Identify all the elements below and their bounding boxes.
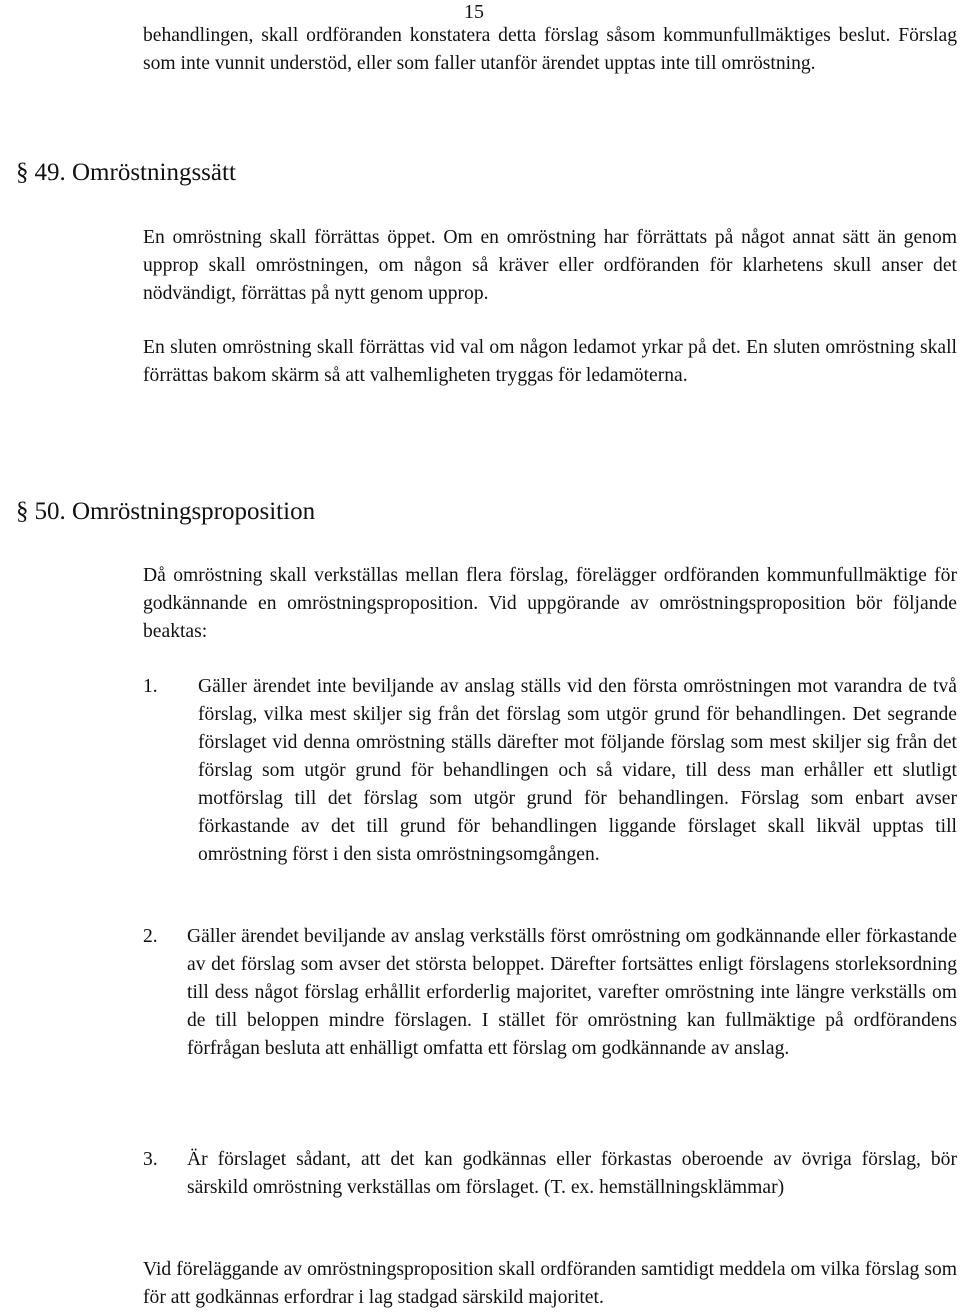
section-50-intro: Då omröstning skall verkställas mellan flera förslag, förelägger ordföranden kommunfullmäktige för godkännande en omröstningsproposition. Vid uppgörande av omröstningsproposition bör följande beaktas: [143,565,957,642]
section-50-heading [16,497,315,527]
section-50-title: 50. Omröstningsproposition [34,498,316,525]
section-49-paragraph-1: En omröstning skall förrättas öppet. Om en omröstning har förrättats på något annat sätt än genom upprop skall omröstningen, om någon så kräver eller ordföranden för klarhetens skull anser det nödvändigt, förrättas på nytt genom upprop. [143,227,957,304]
section-symbol: § [16,159,29,186]
list-item-number: 2. [143,926,158,947]
list-item-text: Gäller ärendet beviljande av anslag verkställs först omröstning om godkännande eller förkastande av det förslag som avser det största beloppet. Därefter fortsättes enligt förslagens storleksordning till dess något förslag erhållit erforderlig majoritet, varefter omröstning inte längre verkställs om de till beloppen mindre förslagen. I stället för omröstning kan fullmäktige på ordförandens förfrågan besluta att enhälligt omfatta ett förslag om godkännande av anslag. [187,926,957,1059]
list-item-text: Gäller ärendet inte beviljande av anslag ställs vid den första omröstningen mot varandra de två förslag, vilka mest skiljer sig från det förslag som utgör grund för behandlingen. Det segrande förslaget vid denna omröstning ställs därefter mot följande förslag som mest skiljer sig från det förslag som utgör grund för behandlingen och så vidare, till dess man erhåller ett slutligt motförslag till det förslag som utgör grund för behandlingen. Förslag som enbart avser förkastande av det till grund för behandlingen liggande förslaget skall likväl upptas till omröstning först i den sista omröstningsomgången. [198,676,957,865]
section-50-closing: Vid föreläggande av omröstningsproposition skall ordföranden samtidigt meddela om vilka förslag som för att godkännas erfordrar i lag stadgad särskild majoritet. [143,1259,957,1308]
section-symbol: § [16,498,29,525]
section-49-paragraph-2: En sluten omröstning skall förrättas vid val om någon ledamot yrkar på det. En sluten omröstning skall förrättas bakom skärm så att valhemligheten tryggas för ledamöterna. [143,337,957,386]
section-49-heading [16,158,236,188]
list-item-number: 1. [143,676,158,697]
list-item-number: 3. [143,1149,158,1170]
page-number: 15 [464,1,484,23]
list-item-text: Är förslaget sådant, att det kan godkännas eller förkastas oberoende av övriga förslag, bör särskild omröstning verkställas om förslaget. (T. ex. hemställningsklämmar) [187,1149,957,1198]
intro-paragraph: behandlingen, skall ordföranden konstatera detta förslag såsom kommunfullmäktiges beslut. Förslag som inte vunnit understöd, eller som faller utanför ärendet upptas inte till omröstning. [143,25,957,74]
section-49-title: 49. Omröstningssätt [34,159,236,186]
